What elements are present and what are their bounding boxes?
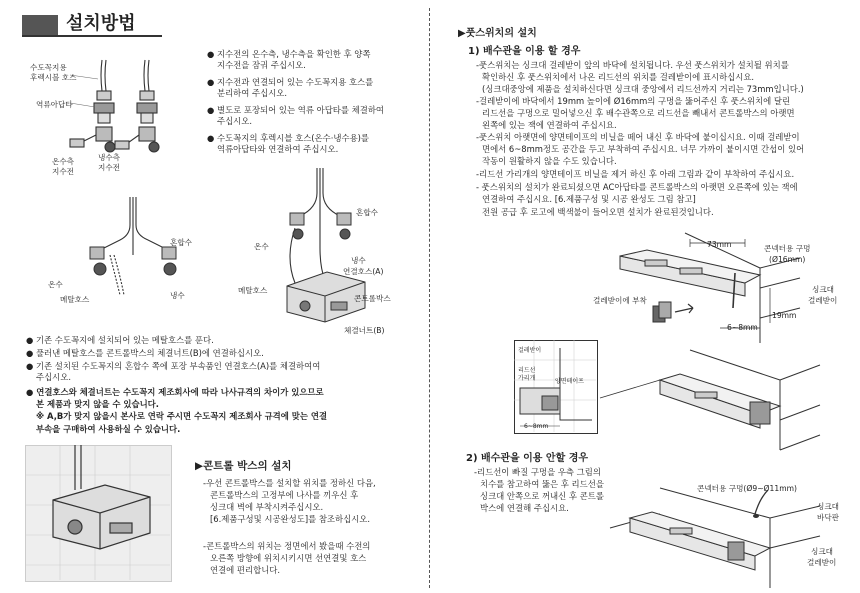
label-inset-baseboard: 걸레받이 <box>518 347 542 354</box>
list-item: 콘트롤박스의 고정부에 나사를 끼우신 후 <box>210 490 359 500</box>
list-item: [6.제품구성및 시공완성도]를 참조하십시오. <box>210 514 371 524</box>
foot-switch-figure-1b <box>600 340 825 450</box>
page-title: 설치방법 <box>66 13 136 34</box>
list-item: -걸레받이에 바닥에서 19mm 높이에 Ø16mm의 구멍을 뚫어주신 후 풋스위치에 달린 <box>476 96 791 106</box>
list-item: -리드선 가리개의 양면테이프 비닐을 제거 하신 후 아래 그림과 같이 부착하여 주십시요. <box>476 169 795 179</box>
label-control-box: 콘트롤박스 <box>354 294 391 303</box>
label-metal-hose-2: 메탈호스 <box>238 286 268 295</box>
list-item: 싱크대 안쪽으로 꺼내신 후 콘트롤 <box>480 491 604 501</box>
label-inset-tape: 양면테이프 <box>555 378 584 385</box>
list-item: ● 별도로 포장되어 있는 역류 아답타를 체결하여 <box>207 105 384 115</box>
label-mix-water-1: 혼합수 <box>170 238 193 247</box>
case1-title: 1) 배수관을 이용 할 경우 <box>468 46 581 57</box>
list-item: 치수를 참고하여 뚫은 후 리드선을 <box>480 479 604 489</box>
list-item: -풋스위치는 싱크대 걸레받이 앞의 바닥에 설치됩니다. 우선 풋스위치가 설치될 위치를 <box>476 60 789 70</box>
label-inset-gap: 6~8mm <box>524 423 549 430</box>
label-fastening-nut: 체결너트(B) <box>344 326 385 335</box>
label-sink-baseboard-1: 싱크대 <box>812 285 835 294</box>
list-item: ● 지수전과 연결되어 있는 수도꼭지용 호스를 <box>207 77 374 87</box>
list-item: 주십시오. <box>36 372 72 382</box>
warning-line-1: ● 연결호스와 체결너트는 수도꼭지 제조회사에 따라 나사규격의 차이가 있으므로 <box>26 387 324 397</box>
mixer-control-box-diagram <box>265 168 380 333</box>
list-item: -리드선이 빠질 구멍을 우측 그림의 <box>474 467 601 477</box>
list-item: 왼쪽에 있는 잭에 연결하여 주십시요. <box>482 120 617 130</box>
list-item: 면에서 6~8mm정도 공간을 두고 부착하여 주십시요. 너무 가까이 붙이시면 간섭이 있어 <box>482 144 805 154</box>
list-item: 확인하신 후 풋스위치에서 나온 리드선의 위치를 걸레받이에 표시하십시요. <box>482 72 755 82</box>
label-hot-water-2: 온수 <box>254 242 269 251</box>
list-item: -풋스위치 아랫면에 양면테이프의 비닐을 떼어 내신 후 바닥에 붙이십시요. 이때 걸레받이 <box>476 132 800 142</box>
label-cold-water-2: 냉수 <box>351 256 366 265</box>
list-item: 역류아답타와 연결하여 주십시오. <box>217 144 339 154</box>
list-item: 지수전을 잠궈 주십시오. <box>217 60 306 70</box>
label-6-8mm: 6~8mm <box>727 323 758 332</box>
list-item: 주십시오. <box>217 116 253 126</box>
foot-switch-heading: ▶풋스위치의 설치 <box>458 28 537 39</box>
label-connector-hole-1: 콘넥터용 구멍 <box>764 244 811 253</box>
control-box-heading: ▶콘트롤 박스의 설치 <box>195 460 292 472</box>
label-hot-valve-2: 지수전 <box>52 167 75 176</box>
label-sink-baseboard-b1: 싱크대 <box>811 547 834 556</box>
label-sink-baseboard-2: 걸레받이 <box>808 296 838 305</box>
warning-line-3: ※ A,B가 맞지 않을시 본사로 연락 주시면 수도꼭지 제조회사 규격에 맞는 연결 <box>36 411 328 421</box>
label-faucet-hose-1: 수도꼭지용 <box>30 63 67 72</box>
list-item: ● 풀러낸 메탈호스를 콘트롤박스의 체결너트(B)에 연결하십시오. <box>26 348 264 358</box>
label-inset-cover-1: 리드선 <box>518 367 536 374</box>
label-mix-water-2: 혼합수 <box>356 208 379 217</box>
list-item: 싱크대 벽에 부착시켜주십시오. <box>210 502 324 512</box>
list-item: 박스에 연결해 주십시요. <box>480 503 569 513</box>
label-connector-hole-small: 콘넥터용 구멍(Ø9~Ø11mm) <box>697 484 797 493</box>
list-item: ● 기존 수도꼭지에 설치되어 있는 메탈호스를 푼다. <box>26 335 214 345</box>
list-item: 작동이 원활하지 않을 수도 있습니다. <box>482 156 617 166</box>
list-item: ● 기존 설치된 수도꼭지의 혼합수 쪽에 포장 부속품인 연결호스(A)를 체결하여여 <box>26 361 321 371</box>
foot-switch-figure-2 <box>610 478 825 588</box>
list-item: ● 지수전의 온수측, 냉수측을 확인한 후 양쪽 <box>207 49 371 59</box>
label-sink-baseboard-b2: 걸레받이 <box>807 558 837 567</box>
list-item: 분리하여 주십시오. <box>217 88 288 98</box>
label-hot-valve-1: 온수측 <box>52 157 75 166</box>
label-cold-water-1: 냉수 <box>170 291 185 300</box>
list-item: -우선 콘트롤박스를 설치할 위치를 정하신 다음, <box>203 478 376 488</box>
label-attach-baseboard: 걸레받이에 부착 <box>593 296 647 305</box>
label-73mm: 73mm <box>707 240 732 249</box>
label-hot-water-1: 온수 <box>48 280 63 289</box>
list-item: (싱크대중앙에 제품을 설치하신다면 싱크대 중앙에서 리드선까지 거리는 73mm입니다.) <box>482 84 804 94</box>
warning-line-2: 본 제품과 맞지 않을 수 있습니다. <box>36 399 159 409</box>
label-faucet-hose-2: 후렉시블 호스 <box>30 73 77 82</box>
label-connector-hole-2: (Ø16mm) <box>769 255 806 264</box>
column-divider <box>429 8 430 588</box>
label-connection-hose: 연결호스(A) <box>343 267 384 276</box>
list-item: -콘트롤박스의 위치는 정면에서 봤을때 수전의 <box>203 541 371 551</box>
list-item: 오른쪽 방향에 위치시키시면 선연결및 호스 <box>210 553 367 563</box>
list-item: - 풋스위치의 설치가 완료되셨으면 AC아답타를 콘트롤박스의 아랫면 오른쪽에 있는 잭에 <box>476 182 798 192</box>
title-marker <box>22 15 58 35</box>
case2-title: 2) 배수관을 이용 안할 경우 <box>466 453 589 464</box>
label-sink-floor-2: 바닥판 <box>817 513 840 522</box>
list-item: 연결하여 주십시요. [6.제품구성 및 시공 완성도 그림 참고] <box>482 194 696 204</box>
label-inset-cover-2: 가리개 <box>518 375 536 382</box>
label-19mm: 19mm <box>772 311 797 320</box>
warning-line-4: 부속을 구매하여 사용하실 수 있습니다. <box>36 424 181 434</box>
title-rule <box>22 35 162 37</box>
list-item: 리드선을 구멍으로 밀어넣으신 후 배수관쪽으로 리드선을 빼내서 콘트롤박스의 아랫면 <box>482 108 795 118</box>
label-cold-valve-1: 냉수측 <box>98 153 121 162</box>
label-sink-floor-1: 싱크대 <box>817 502 840 511</box>
label-cold-valve-2: 지수전 <box>98 163 121 172</box>
label-backflow-adapter: 역류아답타 <box>36 100 73 109</box>
control-box-graphic <box>25 445 170 580</box>
list-item: 전원 공급 후 로고에 백색불이 들어오면 설치가 완료된것입니다. <box>482 207 714 217</box>
list-item: 연결에 편리합니다. <box>210 565 281 575</box>
list-item: ● 수도꼭지의 후렉시블 호스(온수·냉수용)를 <box>207 133 370 143</box>
label-metal-hose-1: 메탈호스 <box>60 295 90 304</box>
